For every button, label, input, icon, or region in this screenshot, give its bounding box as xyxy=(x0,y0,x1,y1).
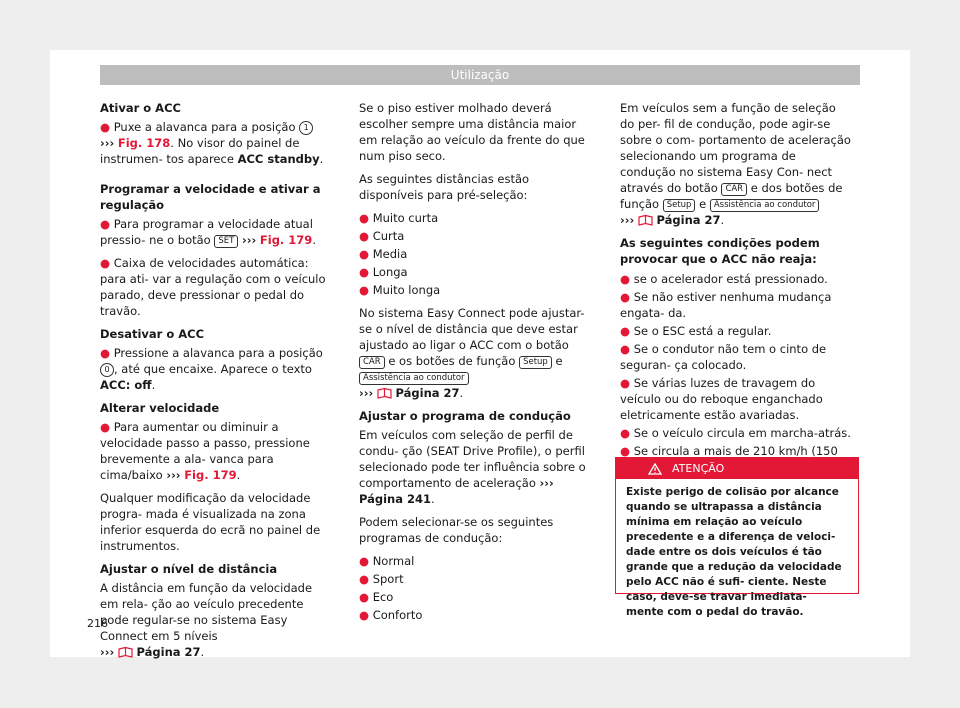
bullet-icon: ● xyxy=(359,572,373,586)
bullet-icon: ● xyxy=(100,346,114,360)
heading-driving-program: Ajustar o programa de condução xyxy=(359,409,571,423)
page-27-link[interactable]: Página 27 xyxy=(656,213,721,227)
list-item: ● Para programar a velocidade atual pressio- ne o botão SET ››› Fig. 179. xyxy=(100,217,316,247)
bullet-icon: ● xyxy=(620,444,634,458)
bullet-icon: ● xyxy=(620,272,634,286)
bullet-icon: ● xyxy=(359,229,373,243)
paragraph: A distância em função da velocidade em rela- ção ao veículo precedente pode regular-se no sistema Easy Connect em 5 níveis ››› Página 27. xyxy=(100,581,313,659)
fig-179-link[interactable]: Fig. 179 xyxy=(184,468,237,482)
arrows-icon: ››› xyxy=(166,468,181,482)
list-item: ● Media xyxy=(359,247,408,261)
bullet-icon: ● xyxy=(100,420,114,434)
list-item: ● Conforto xyxy=(359,608,423,622)
paragraph: As seguintes distâncias estão disponíveis para pré-seleção: xyxy=(359,172,530,202)
page-27-link[interactable]: Página 27 xyxy=(395,386,460,400)
fig-178-link[interactable]: Fig. 178 xyxy=(117,136,171,150)
book-icon xyxy=(118,646,133,658)
bullet-icon: ● xyxy=(620,342,634,356)
bullet-icon: ● xyxy=(100,120,114,134)
paragraph: Qualquer modificação da velocidade progra- mada é visualizada na zona inferior esquerda do ecrã no painel de instrumentos. xyxy=(100,491,321,553)
arrows-icon: ››› xyxy=(539,476,554,490)
list-item: ● Puxe a alavanca para a posição 1 ››› Fig. 178. No visor do painel de instrumen- tos aparece ACC standby. xyxy=(100,120,324,166)
bullet-icon: ● xyxy=(620,324,634,338)
list-item: ● Eco xyxy=(359,590,394,604)
position-0-marker: 0 xyxy=(100,363,114,377)
page-number: 216 xyxy=(87,617,108,630)
arrows-icon: ››› xyxy=(620,213,635,227)
program-list xyxy=(359,553,591,623)
warning-triangle-icon xyxy=(648,463,662,475)
paragraph: Em veículos com seleção de perfil de condu- ção (SEAT Drive Profile), o perfil selecionado pode ter influência sobre o comportamento de aceleração ››› Página 241. xyxy=(359,428,586,506)
heading-distance-level: Ajustar o nível de distância xyxy=(100,562,278,576)
list-item: ● Se não estiver nenhuma mudança engata- da. xyxy=(620,290,832,320)
setup-key: Setup xyxy=(519,356,552,369)
car-icon: CAR xyxy=(721,183,747,196)
fig-179-link[interactable]: Fig. 179 xyxy=(259,233,313,247)
warning-text: Existe perigo de colisão por alcance quando se ultrapassa a distância mínima em relação ao veículo precedente e a diferença de veloci- dade entre os dois veículos é tão grande que a redução da velocidade pelo ACC não é sufi- ciente. Neste caso, deve-se travar imediata- mente com o pedal do travão. xyxy=(626,486,842,618)
heading-conditions: As seguintes condições podem provocar que o ACC não reaja: xyxy=(620,236,820,266)
position-1-marker: 1 xyxy=(299,121,313,135)
list-item: ● Longa xyxy=(359,265,408,279)
book-icon xyxy=(638,214,653,226)
arrows-icon: ››› xyxy=(359,386,374,400)
setup-key: Setup xyxy=(663,199,696,212)
bullet-icon: ● xyxy=(359,247,373,261)
car-icon: CAR xyxy=(359,356,385,369)
list-item: ● Para aumentar ou diminuir a velocidade passo a passo, pressione brevemente a ala- vanca para cima/baixo ››› Fig. 179. xyxy=(100,420,310,482)
driver-assistance-key: Assistência ao condutor xyxy=(710,199,820,212)
warning-header xyxy=(616,458,858,479)
paragraph: Em veículos sem a função de seleção do per- fil de condução, pode agir-se sobre o com- portamento de aceleração selecionando um programa de condução no sistema Easy Con- nect através do botão CAR e dos botões de função Setup e Assistência ao condutor ››› Página 27. xyxy=(620,101,851,227)
column-1 xyxy=(100,100,332,667)
page-27-link[interactable]: Página 27 xyxy=(136,645,201,659)
list-item: ● Muito curta xyxy=(359,211,439,225)
list-item: ● Normal xyxy=(359,554,415,568)
list-item: ● Se várias luzes de travagem do veículo ou do reboque enganchado eletricamente estão avariadas. xyxy=(620,376,823,422)
list-item: ● Se o condutor não tem o cinto de seguran- ça colocado. xyxy=(620,342,827,372)
paragraph: Se o piso estiver molhado deverá escolher sempre uma distância maior em relação ao veículo da frente do que num piso seco. xyxy=(359,101,585,163)
list-item: ● Se o veículo circula em marcha-atrás. xyxy=(620,426,851,440)
list-item: ● Sport xyxy=(359,572,404,586)
bullet-icon: ● xyxy=(620,290,634,304)
list-item: ● Muito longa xyxy=(359,283,441,297)
conditions-list xyxy=(620,271,852,475)
list-item: ● Pressione a alavanca para a posição 0 , até que encaixe. Aparece o texto ACC: off. xyxy=(100,346,323,392)
paragraph: Podem selecionar-se os seguintes programas de condução: xyxy=(359,515,554,545)
heading-activate-acc: Ativar o ACC xyxy=(100,101,181,115)
list-item: ● Curta xyxy=(359,229,405,243)
bullet-icon: ● xyxy=(359,211,373,225)
column-2 xyxy=(359,100,591,625)
list-item: ● se o acelerador está pressionado. xyxy=(620,272,828,286)
driver-assistance-key: Assistência ao condutor xyxy=(359,372,469,385)
bullet-icon: ● xyxy=(359,608,373,622)
warning-title: ATENÇÃO xyxy=(672,462,725,475)
heading-program-speed: Programar a velocidade e ativar a regulação xyxy=(100,182,321,212)
arrows-icon: ››› xyxy=(100,136,115,150)
list-item: ● Se circula a mais de 210 km/h (150 xyxy=(620,444,838,458)
section-header: Utilização xyxy=(100,65,860,85)
bullet-icon: ● xyxy=(359,283,373,297)
arrows-icon: ››› xyxy=(242,233,257,247)
bullet-icon: ● xyxy=(100,217,114,231)
heading-deactivate-acc: Desativar o ACC xyxy=(100,327,205,341)
bullet-icon: ● xyxy=(620,376,634,390)
bullet-icon: ● xyxy=(100,256,114,270)
column-3 xyxy=(620,100,852,477)
arrows-icon: ››› xyxy=(100,645,115,659)
list-item: ● Caixa de velocidades automática: para ati- var a regulação com o veículo parado, deve pressionar o pedal do travão. xyxy=(100,256,326,318)
bullet-icon: ● xyxy=(359,265,373,279)
set-key: SET xyxy=(214,235,238,248)
bullet-icon: ● xyxy=(620,426,634,440)
list-item: ● Se o ESC está a regular. xyxy=(620,324,772,338)
book-icon xyxy=(377,387,392,399)
bullet-icon: ● xyxy=(359,554,373,568)
heading-change-speed: Alterar velocidade xyxy=(100,401,220,415)
page-241-link[interactable]: Página 241 xyxy=(359,492,432,506)
distance-list xyxy=(359,210,591,298)
paragraph: No sistema Easy Connect pode ajustar-se o nível de distância que deve estar ajustado ao ligar o ACC com o botão CAR e os botões de função Setup e Assistência ao condutor ››› Página 27. xyxy=(359,306,585,400)
warning-box xyxy=(615,457,859,618)
bullet-icon: ● xyxy=(359,590,373,604)
